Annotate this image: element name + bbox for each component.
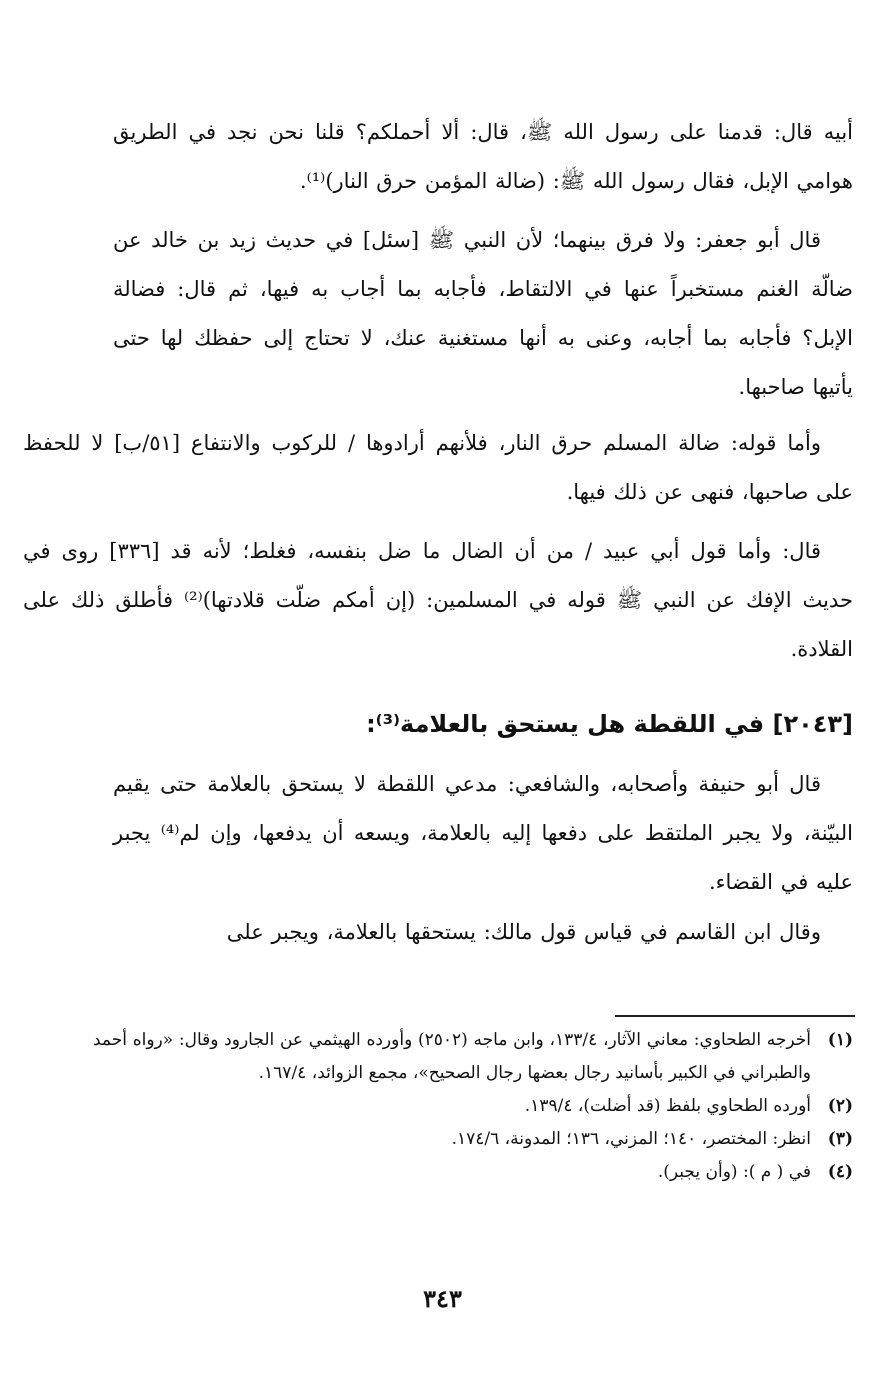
section-heading: [٢٠٤٣] في اللقطة هل يستحق بالعلامة⁽³⁾:	[366, 710, 853, 738]
footnote-number: (١)	[827, 1030, 853, 1050]
footnote-text: في ( م ): (وأن يجبر).	[657, 1162, 811, 1182]
footnote-2	[93, 1090, 853, 1123]
footnote-number: (٣)	[827, 1129, 853, 1149]
footnotes-section	[93, 1024, 853, 1189]
paragraph-abu-hanifa: قال أبو حنيفة وأصحابه، والشافعي: مدعي اللقطة لا يستحق بالعلامة حتى يقيم البيّنة، ولا يجبر الملتقط على دفعها إليه بالعلامة، ويسعه أن يدفعها، وإن لم⁽⁴⁾ يجبر عليه في القضاء.	[113, 772, 853, 894]
footnote-number: (٤)	[827, 1162, 853, 1182]
paragraph-ibn-alqasim: وقال ابن القاسم في قياس قول مالك: يستحقها بالعلامة، ويجبر على	[226, 920, 821, 944]
footnote-text: انظر: المختصر، ١٤٠؛ المزني، ١٣٦؛ المدونة، ١٧٤/٦.	[451, 1129, 811, 1149]
footnote-3	[93, 1123, 853, 1156]
footnote-text: أورده الطحاوي بلفظ (قد أضلت)، ١٣٩/٤.	[524, 1096, 811, 1116]
footnote-separator	[615, 1015, 855, 1017]
footnote-text: أخرجه الطحاوي: معاني الآثار، ١٣٣/٤، وابن ماجه (٢٥٠٢) وأورده الهيثمي عن الجارود وقال: «رواه أحمد والطبراني في الكبير بأسانيد رجال بعضها رجال الصحيح»، مجمع الزوائد، ١٦٧/٤.	[93, 1030, 811, 1083]
paragraph-abu-jafar: قال أبو جعفر: ولا فرق بينهما؛ لأن النبي ﷺ [سئل] في حديث زيد بن خالد عن ضالّة الغنم مستخبراً عنها في الالتقاط، فأجابه بما أجاب به فيها، ثم قال: فضالة الإبل؟ فأجابه بما أجابه، وعنى به أنها مستغنية عنك، لا تحتاج إلى حفظك لها حتى يأتيها صاحبها.	[113, 228, 853, 399]
footnote-number: (٢)	[827, 1096, 853, 1116]
footnote-4	[93, 1156, 853, 1189]
paragraph-abu-ubaid: قال: وأما قول أبي عبيد / من أن الضال ما ضل بنفسه، فغلط؛ لأنه قد [٣٣٦] روى في حديث الإفك عن النبي ﷺ قوله في المسلمين: (إن أمكم ضلّت قلادتها)⁽²⁾ فأطلق ذلك على القلادة.	[23, 539, 853, 661]
footnote-1	[93, 1024, 853, 1090]
page-number: ٣٤٣	[423, 1284, 462, 1313]
paragraph-muslim-stray: وأما قوله: ضالة المسلم حرق النار، فلأنهم أرادوها / للركوب والانتفاع [٥١/ب] لا للحفظ على صاحبها، فنهى عن ذلك فيها.	[23, 431, 853, 504]
paragraph-hadith-continuation: أبيه قال: قدمنا على رسول الله ﷺ، قال: ألا أحملكم؟ قلنا نحن نجد في الطريق هوامي الإبل، فقال رسول الله ﷺ: (ضالة المؤمن حرق النار)⁽¹⁾.	[113, 120, 853, 193]
